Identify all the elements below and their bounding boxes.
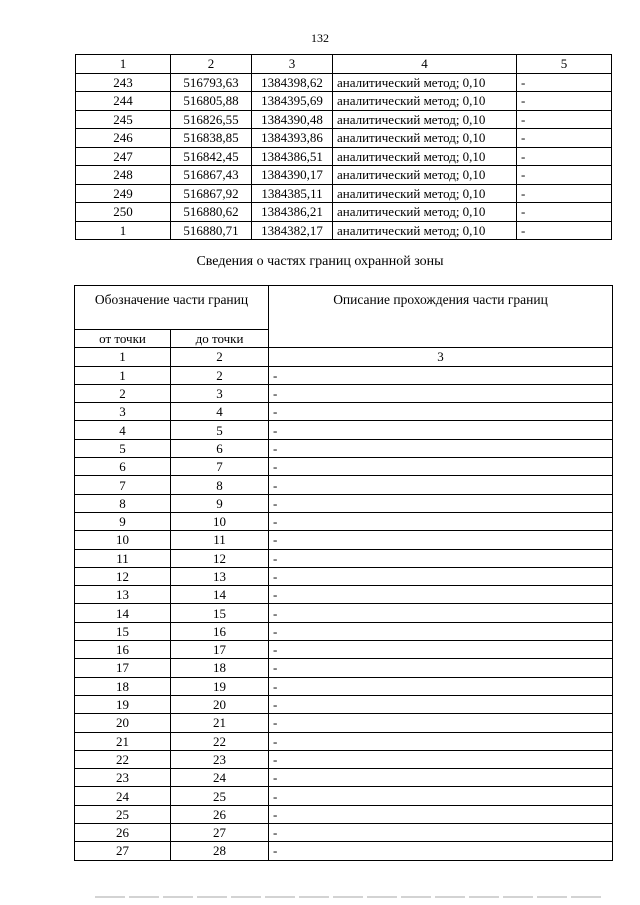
table-row — [76, 129, 612, 148]
table-cell: - — [269, 531, 613, 549]
table-cell: - — [517, 129, 612, 148]
table-cell: - — [517, 110, 612, 129]
table-cell: 250 — [76, 203, 171, 222]
table-cell: 1384382,17 — [252, 221, 333, 240]
table-cell: 8 — [75, 494, 171, 512]
table-cell: 245 — [76, 110, 171, 129]
boundary-parts-table — [74, 285, 613, 861]
table-row — [76, 147, 612, 166]
table-cell: 15 — [171, 604, 269, 622]
table-cell: 22 — [75, 750, 171, 768]
table-cell: 516867,92 — [171, 184, 252, 203]
table-cell: 249 — [76, 184, 171, 203]
header-to-point: до точки — [171, 330, 269, 348]
table-cell: 7 — [171, 458, 269, 476]
table-cell: - — [517, 203, 612, 222]
table-cell: 11 — [171, 531, 269, 549]
table-cell: 1384398,62 — [252, 73, 333, 92]
table-row — [76, 203, 612, 222]
table-cell: 23 — [171, 750, 269, 768]
table-cell: 516805,88 — [171, 92, 252, 111]
table-cell: 246 — [76, 129, 171, 148]
table-cell: аналитический метод; 0,10 — [333, 166, 517, 185]
table-row — [75, 567, 613, 585]
column-number-1: 1 — [76, 55, 171, 74]
table-cell: - — [269, 604, 613, 622]
table-cell: 26 — [75, 824, 171, 842]
section-title: Сведения о частях границ охранной зоны — [196, 254, 444, 269]
table-cell: аналитический метод; 0,10 — [333, 73, 517, 92]
table-row — [75, 677, 613, 695]
table-row — [75, 403, 613, 421]
table-cell: 1 — [75, 366, 171, 384]
table-cell: - — [517, 147, 612, 166]
table-cell: - — [269, 567, 613, 585]
header-from-point: от точки — [75, 330, 171, 348]
table-cell: 1384390,48 — [252, 110, 333, 129]
table-cell: 516793,63 — [171, 73, 252, 92]
table-cell: 516880,71 — [171, 221, 252, 240]
table-row — [76, 166, 612, 185]
table-row — [75, 695, 613, 713]
table-row — [75, 531, 613, 549]
table-row — [75, 439, 613, 457]
table-cell: 1384390,17 — [252, 166, 333, 185]
table-row — [76, 73, 612, 92]
table-cell: - — [269, 695, 613, 713]
table-row — [75, 384, 613, 402]
table-cell: 5 — [75, 439, 171, 457]
table-row — [75, 824, 613, 842]
table-cell: - — [269, 439, 613, 457]
table-cell: 244 — [76, 92, 171, 111]
coordinates-table-body — [76, 55, 612, 240]
table-cell: 516842,45 — [171, 147, 252, 166]
table-row — [75, 512, 613, 530]
table-row — [75, 549, 613, 567]
table-row — [75, 787, 613, 805]
table-cell: 516826,55 — [171, 110, 252, 129]
table-cell: 4 — [75, 421, 171, 439]
table-row — [75, 805, 613, 823]
column-number-1: 1 — [75, 348, 171, 366]
table-cell: - — [517, 221, 612, 240]
table-cell: - — [517, 73, 612, 92]
column-number-3: 3 — [252, 55, 333, 74]
table-cell: 20 — [171, 695, 269, 713]
table-cell: 9 — [75, 512, 171, 530]
table-cell: 28 — [171, 842, 269, 860]
table-row — [75, 641, 613, 659]
parts-column-number-row — [75, 348, 613, 366]
table-cell: 14 — [171, 586, 269, 604]
parts-header-row-1 — [75, 286, 613, 330]
table-cell: 516880,62 — [171, 203, 252, 222]
table-cell: - — [269, 732, 613, 750]
table-cell: - — [269, 403, 613, 421]
table-cell: 25 — [171, 787, 269, 805]
table-cell: аналитический метод; 0,10 — [333, 92, 517, 111]
table-cell: 24 — [171, 769, 269, 787]
table-cell: 16 — [75, 641, 171, 659]
table-cell: - — [269, 641, 613, 659]
header-part-description: Описание прохождения части границ — [269, 286, 613, 348]
column-number-3: 3 — [269, 348, 613, 366]
table-cell: аналитический метод; 0,10 — [333, 184, 517, 203]
table-cell: 18 — [171, 659, 269, 677]
table-cell: 17 — [75, 659, 171, 677]
table-cell: 21 — [171, 714, 269, 732]
table-cell: 13 — [75, 586, 171, 604]
table-cell: 10 — [171, 512, 269, 530]
table-cell: 1384386,21 — [252, 203, 333, 222]
table-cell: - — [269, 494, 613, 512]
coordinates-header-row — [76, 55, 612, 74]
table-cell: - — [269, 476, 613, 494]
table-row — [75, 476, 613, 494]
table-row — [75, 494, 613, 512]
table-cell: 4 — [171, 403, 269, 421]
table-cell: 24 — [75, 787, 171, 805]
table-cell: 16 — [171, 622, 269, 640]
table-cell: 1384395,69 — [252, 92, 333, 111]
table-cell: - — [517, 184, 612, 203]
boundary-parts-table-body — [75, 286, 613, 861]
table-cell: аналитический метод; 0,10 — [333, 129, 517, 148]
table-cell: 12 — [75, 567, 171, 585]
table-row — [76, 221, 612, 240]
table-row — [75, 659, 613, 677]
table-row — [76, 184, 612, 203]
table-cell: 6 — [171, 439, 269, 457]
table-cell: - — [269, 458, 613, 476]
table-cell: 247 — [76, 147, 171, 166]
table-cell: 13 — [171, 567, 269, 585]
table-cell: аналитический метод; 0,10 — [333, 221, 517, 240]
table-cell: - — [269, 366, 613, 384]
table-cell: 17 — [171, 641, 269, 659]
table-cell: - — [269, 659, 613, 677]
table-cell: 7 — [75, 476, 171, 494]
table-cell: аналитический метод; 0,10 — [333, 203, 517, 222]
table-cell: - — [269, 384, 613, 402]
table-cell: 27 — [171, 824, 269, 842]
scan-footer-artifact — [95, 896, 605, 898]
table-row — [75, 842, 613, 860]
table-cell: 14 — [75, 604, 171, 622]
table-cell: 12 — [171, 549, 269, 567]
table-cell: - — [269, 714, 613, 732]
table-cell: 22 — [171, 732, 269, 750]
table-cell: 3 — [171, 384, 269, 402]
table-cell: 1384393,86 — [252, 129, 333, 148]
table-row — [75, 366, 613, 384]
table-cell: - — [517, 92, 612, 111]
table-cell: 1 — [76, 221, 171, 240]
table-cell: - — [269, 824, 613, 842]
table-cell: 1384386,51 — [252, 147, 333, 166]
table-cell: аналитический метод; 0,10 — [333, 110, 517, 129]
table-cell: 11 — [75, 549, 171, 567]
table-cell: 18 — [75, 677, 171, 695]
table-cell: 5 — [171, 421, 269, 439]
header-part-designation: Обозначение части границ — [75, 286, 269, 330]
table-row — [75, 458, 613, 476]
column-number-5: 5 — [517, 55, 612, 74]
table-cell: - — [269, 750, 613, 768]
table-cell: 15 — [75, 622, 171, 640]
table-cell: 2 — [75, 384, 171, 402]
table-cell: - — [269, 842, 613, 860]
page-number: 132 — [311, 31, 329, 45]
table-cell: 19 — [75, 695, 171, 713]
column-number-2: 2 — [171, 55, 252, 74]
table-cell: - — [269, 769, 613, 787]
column-number-4: 4 — [333, 55, 517, 74]
table-row — [75, 586, 613, 604]
table-cell: - — [269, 421, 613, 439]
table-cell: 243 — [76, 73, 171, 92]
table-cell: аналитический метод; 0,10 — [333, 147, 517, 166]
table-cell: - — [269, 787, 613, 805]
table-cell: - — [269, 677, 613, 695]
table-cell: - — [269, 586, 613, 604]
coordinates-table — [75, 54, 612, 240]
table-row — [75, 421, 613, 439]
table-row — [76, 92, 612, 111]
table-cell: 25 — [75, 805, 171, 823]
table-cell: 3 — [75, 403, 171, 421]
table-cell: - — [269, 549, 613, 567]
table-cell: 2 — [171, 366, 269, 384]
table-cell: 26 — [171, 805, 269, 823]
table-cell: 8 — [171, 476, 269, 494]
table-cell: 516838,85 — [171, 129, 252, 148]
table-row — [75, 604, 613, 622]
table-cell: - — [517, 166, 612, 185]
table-row — [76, 110, 612, 129]
table-cell: - — [269, 805, 613, 823]
table-cell: 20 — [75, 714, 171, 732]
table-row — [75, 750, 613, 768]
column-number-2: 2 — [171, 348, 269, 366]
table-cell: 23 — [75, 769, 171, 787]
table-cell: 19 — [171, 677, 269, 695]
table-row — [75, 622, 613, 640]
table-row — [75, 769, 613, 787]
table-cell: 1384385,11 — [252, 184, 333, 203]
table-cell: - — [269, 512, 613, 530]
table-cell: 10 — [75, 531, 171, 549]
table-cell: 248 — [76, 166, 171, 185]
table-row — [75, 714, 613, 732]
table-cell: 6 — [75, 458, 171, 476]
table-row — [75, 732, 613, 750]
table-cell: 21 — [75, 732, 171, 750]
table-cell: 516867,43 — [171, 166, 252, 185]
table-cell: 9 — [171, 494, 269, 512]
table-cell: 27 — [75, 842, 171, 860]
table-cell: - — [269, 622, 613, 640]
